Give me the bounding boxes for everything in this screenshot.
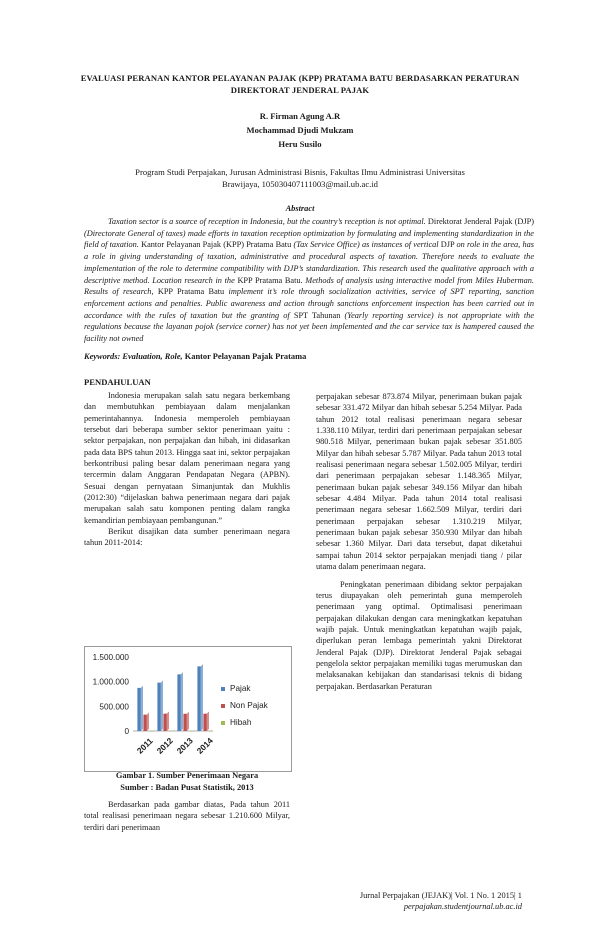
figure-caption <box>84 770 290 794</box>
abstract-run: (Yearly reporting service) is not appropriate with the regulations because the layanan pojok (service corner) has not yet been implemented and the car service tax is hampered caused the facility not owned <box>84 310 535 344</box>
bar-side-pajak <box>161 680 163 731</box>
caption-line-1: Gambar 1. Sumber Penerimaan Negara <box>115 771 259 780</box>
abstract-heading: Abstract <box>285 204 315 213</box>
legend-swatch <box>221 704 225 708</box>
affiliation-line-1: Program Studi Perpajakan, Jurusan Administrasi Bisnis, Fakultas Ilmu Administrasi Universitas <box>135 167 465 177</box>
paper-title: EVALUASI PERANAN KANTOR PELAYANAN PAJAK (KPP) PRATAMA BATU BERDASARKAN PERATURAN DIREKTORAT JENDERAL PAJAK <box>80 73 520 95</box>
bar-side-non-pajak <box>147 712 149 731</box>
bar-non-pajak <box>163 714 166 731</box>
bar-hibah <box>169 731 172 732</box>
keywords-rest: Kantor Pelayanan Pajak Pratama <box>184 352 307 361</box>
keywords <box>84 352 534 361</box>
affiliation <box>80 166 520 190</box>
footer-url: perpajakan.studentjournal.ub.ac.id <box>403 902 522 911</box>
left-paragraph-1 <box>84 390 290 526</box>
bar-pajak <box>157 683 160 731</box>
left-paragraph-3-text: Berdasarkan pada gambar diatas, Pada tahun 2011 total realisasi penerimaan negara sebesar 1.210.600 Milyar, terdiri dari penerimaan <box>84 800 290 832</box>
author-2: Mochammad Djudi Mukzam <box>246 125 354 135</box>
author-3: Heru Susilo <box>278 139 322 149</box>
footer-journal: Jurnal Perpajakan (JEJAK)| Vol. 1 No. 1 2015| 1 <box>359 891 522 900</box>
abstract-run: Taxation sector is a source of reception in Indonesia, but the country’s reception is not optimal. <box>108 217 428 226</box>
left-column <box>84 390 290 549</box>
abstract-run: on role in the area, has a role in giving understanding of taxation, administrative and procedural aspects of taxation. Therefore needs to evaluate the implementation of the role to determine compatibility with DJP’s standardization. This research used the qualitative approach with a descriptive method. Location research in the <box>84 240 534 285</box>
affiliation-line-2: Brawijaya, 105030407111003@mail.ub.ac.id <box>222 179 378 189</box>
revenue-chart-svg <box>85 647 291 771</box>
abstract-run: (Directorate General of taxes) made efforts in taxation reception optimization by formulating and implementing standardization in the field of taxation. <box>84 228 534 250</box>
right-paragraph-2 <box>316 579 522 692</box>
y-tick-label: 1.500.000 <box>92 653 129 662</box>
abstract-run: Kantor Pelayanan Pajak (KPP) Pratama Batu <box>141 240 294 250</box>
bar-pajak <box>197 666 200 731</box>
abstract-run: Methods of analysis using interactive model from Miles Huberman. Results of research, <box>84 275 534 297</box>
x-tick-label: 2012 <box>154 735 175 756</box>
abstract-run: SPT Tahunan <box>293 310 345 320</box>
bar-side-pajak <box>201 664 203 731</box>
revenue-chart <box>84 646 292 772</box>
legend-swatch <box>221 721 225 725</box>
bar-side-non-pajak <box>207 711 209 731</box>
legend-label: Pajak <box>230 684 251 693</box>
keywords-label: Keywords: Evaluation, Role, <box>84 352 185 361</box>
y-tick-label: 500.000 <box>99 702 129 712</box>
legend-label: Hibah <box>230 718 252 727</box>
left-column-continued <box>84 799 290 833</box>
bar-hibah <box>209 731 212 732</box>
bar-side-pajak <box>141 686 143 731</box>
y-tick-label: 0 <box>124 727 129 736</box>
right-paragraph-1-text: perpajakan sebesar 873.874 Milyar, penerimaan bukan pajak sebesar 331.472 Milyar dan hibah sebesar 5.254 Milyar. Pada tahun 2012 total realisasi penerimaan negara sebesar 1.338.110 Milyar, terdiri dari penerimaan perpajakan sebesar 980.518 Milyar, penerimaan bukan pajak sebesar 351.805 Milyar dan hibah sebesar 5.787 Milyar. Pada tahun 2013 total realisasi penerimaan negara sebesar 1.502.005 Milyar, terdiri dari penerimaan perpajakan sebesar 1.148.365 Milyar, penerimaan bukan pajak sebesar 349.156 Milyar dan hibah sebesar 4.484 Milyar. Pada tahun 2014 total realisasi penerimaan negara sebesar 1.662.509 Milyar, terdiri dari penerimaan perpajakan sebesar 1.310.219 Milyar, penerimaan bukan pajak sebesar 350.930 Milyar dan hibah sebesar 1.360 Milyar. Dari data tersebut, dapat diketahui sampai tahun 2014 sektor perpajakan menjadi tiang / pilar utama dalam penerimaan negara. <box>316 392 522 572</box>
bar-side-non-pajak <box>167 711 169 731</box>
x-tick-label: 2011 <box>134 735 155 756</box>
x-tick-label: 2014 <box>194 735 215 756</box>
abstract-run: implement it’s role through socialization activities, service of SPT reporting, sanction enforcement actions and penalties. Public awareness and action through sanctions enforcement inspection has been carried out in accordance with the rules of taxation but the granting of <box>84 287 534 320</box>
bar-non-pajak <box>183 714 186 731</box>
bar-pajak <box>137 688 140 731</box>
bar-non-pajak <box>143 715 146 731</box>
left-paragraph-1-text: Indonesia merupakan salah satu negara berkembang dan membutuhkan pembiayaan dalam menjalankan pemerintahannya. Indonesia memperoleh pembiayaan tersebut dari beberapa sumber sektor penerimaan yaitu : sektor perpajakan, non perpajakan dan hibah, ini didasarkan pada data BPS tahun 2013. Hingga saat ini, sektor perpajakan berkontribusi paling besar dalam penerimaan negara yang tercermin dalam Anggaran Pendapatan Negara (APBN). Sesuai dengan pernyataan Simanjuntak dan Mukhlis (2012:30) “dijelaskan bahwa penerimaan negara dari pajak merupakan salah satu komponen penting dalam rangka kemandirian pembiayaan pembangunan.” <box>84 391 290 525</box>
bar-hibah <box>149 731 152 732</box>
abstract-run: (Tax Service Office) as instances of vertical <box>293 240 441 250</box>
abstract-run: KPP Pratama Batu. <box>237 275 306 285</box>
legend-label: Non Pajak <box>230 701 268 710</box>
abstract-run: Direktorat Jenderal Pajak (DJP) <box>427 217 534 226</box>
left-paragraph-2-text: Berikut disajikan data sumber penerimaan negara tahun 2011-2014: <box>84 527 290 548</box>
abstract-text <box>84 217 534 343</box>
bar-side-hibah <box>213 729 215 731</box>
bar-hibah <box>189 731 192 732</box>
bar-side-pajak <box>181 672 183 731</box>
bar-pajak <box>177 674 180 731</box>
bar-side-non-pajak <box>187 712 189 731</box>
right-paragraph-1 <box>316 391 522 573</box>
legend-swatch <box>221 687 225 691</box>
abstract-body <box>84 216 534 345</box>
section-title: PENDAHULUAN <box>84 377 151 387</box>
right-column <box>316 391 522 692</box>
caption-line-2: Sumber : Badan Pusat Statistik, 2013 <box>120 783 254 792</box>
left-paragraph-3 <box>84 799 290 833</box>
abstract-run: KPP Pratama Batu <box>157 287 229 297</box>
bar-non-pajak <box>203 714 206 731</box>
author-1: R. Firman Agung A.R <box>259 111 341 121</box>
left-paragraph-2 <box>84 526 290 549</box>
y-tick-label: 1.000.000 <box>92 677 129 687</box>
right-paragraph-2-text: Peningkatan penerimaan dibidang sektor perpajakan terus diupayakan oleh pemerintah guna memperoleh penerimaan yang optimal. Optimalisasi penerimaan perpajakan dilakukan dengan cara meningkatkan kepatuhan wajib pajak. Untuk meningkatkan kepatuhan wajib pajak, diperlukan peran lembaga pemerintah yakni Direktorat Jenderal Pajak (DJP). Direktorat Jenderal Pajak sebagai pengelola sektor perpajakan memiliki tugas merumuskan dan melaksanakan kebijakan dan standarisasi teknis di bidang perpajakan. Berdasarkan Peraturan <box>316 579 522 691</box>
abstract-run: DJP <box>440 240 457 250</box>
x-tick-label: 2013 <box>174 735 195 756</box>
